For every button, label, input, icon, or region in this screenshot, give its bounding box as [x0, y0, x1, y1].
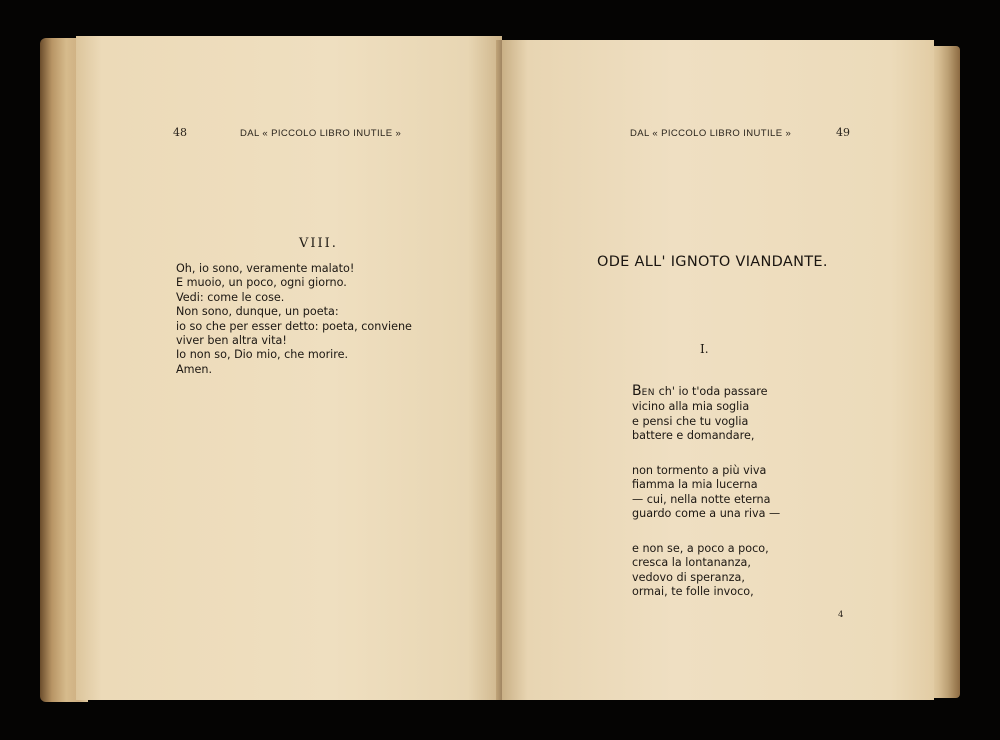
verse-line: vicino alla mia soglia — [632, 400, 750, 414]
right-page — [502, 40, 934, 700]
signature-mark: 4 — [838, 610, 844, 620]
small-caps: EN — [641, 388, 656, 398]
stanza-1 — [632, 384, 768, 444]
verse-line: Non sono, dunque, un poeta: — [176, 305, 339, 319]
poem-text — [176, 262, 412, 377]
verse-line: fiamma la mia lucerna — [632, 478, 758, 492]
verse-line: — cui, nella notte eterna — [632, 492, 771, 506]
right-running-head: DAL « PICCOLO LIBRO INUTILE » — [630, 128, 792, 139]
verse-line: e pensi che tu voglia — [632, 414, 749, 428]
ode-title: ODE ALL' IGNOTO VIANDANTE. — [597, 254, 828, 270]
verse-line: Oh, io sono, veramente malato! — [176, 262, 355, 275]
stanza-2 — [632, 464, 780, 522]
left-page — [76, 36, 502, 700]
drop-cap: B — [632, 383, 642, 399]
verse-line: non tormento a più viva — [632, 464, 767, 477]
left-running-head: DAL « PICCOLO LIBRO INUTILE » — [240, 128, 402, 139]
verse-line: viver ben altra vita! — [176, 334, 287, 348]
verse-line: battere e domandare, — [632, 429, 755, 443]
right-page-number: 49 — [836, 126, 850, 139]
verse-line — [632, 384, 768, 400]
verse-line: io so che per esser detto: poeta, conviene — [176, 319, 412, 333]
section-number: I. — [700, 342, 709, 356]
stanza-3 — [632, 542, 769, 600]
poem-number: VIII. — [299, 236, 338, 251]
verse-line: guardo come a una riva — — [632, 507, 781, 521]
verse-line: Io non so, Dio mio, che morire. — [176, 348, 349, 362]
verse-line: vedovo di speranza, — [632, 570, 745, 584]
verse-line: cresca la lontananza, — [632, 556, 751, 570]
page-edges-right — [930, 46, 960, 698]
verse-line: ormai, te folle invoco, — [632, 585, 754, 599]
first-line-rest: ch' io t'oda passare — [655, 385, 768, 398]
verse-line: Vedi: come le cose. — [176, 290, 285, 304]
verse-line: Amen. — [176, 362, 213, 376]
open-book — [40, 30, 960, 710]
verse-line: e non se, a poco a poco, — [632, 542, 769, 555]
left-page-number: 48 — [173, 126, 187, 139]
verse-line: E muoio, un poco, ogni giorno. — [176, 276, 347, 290]
